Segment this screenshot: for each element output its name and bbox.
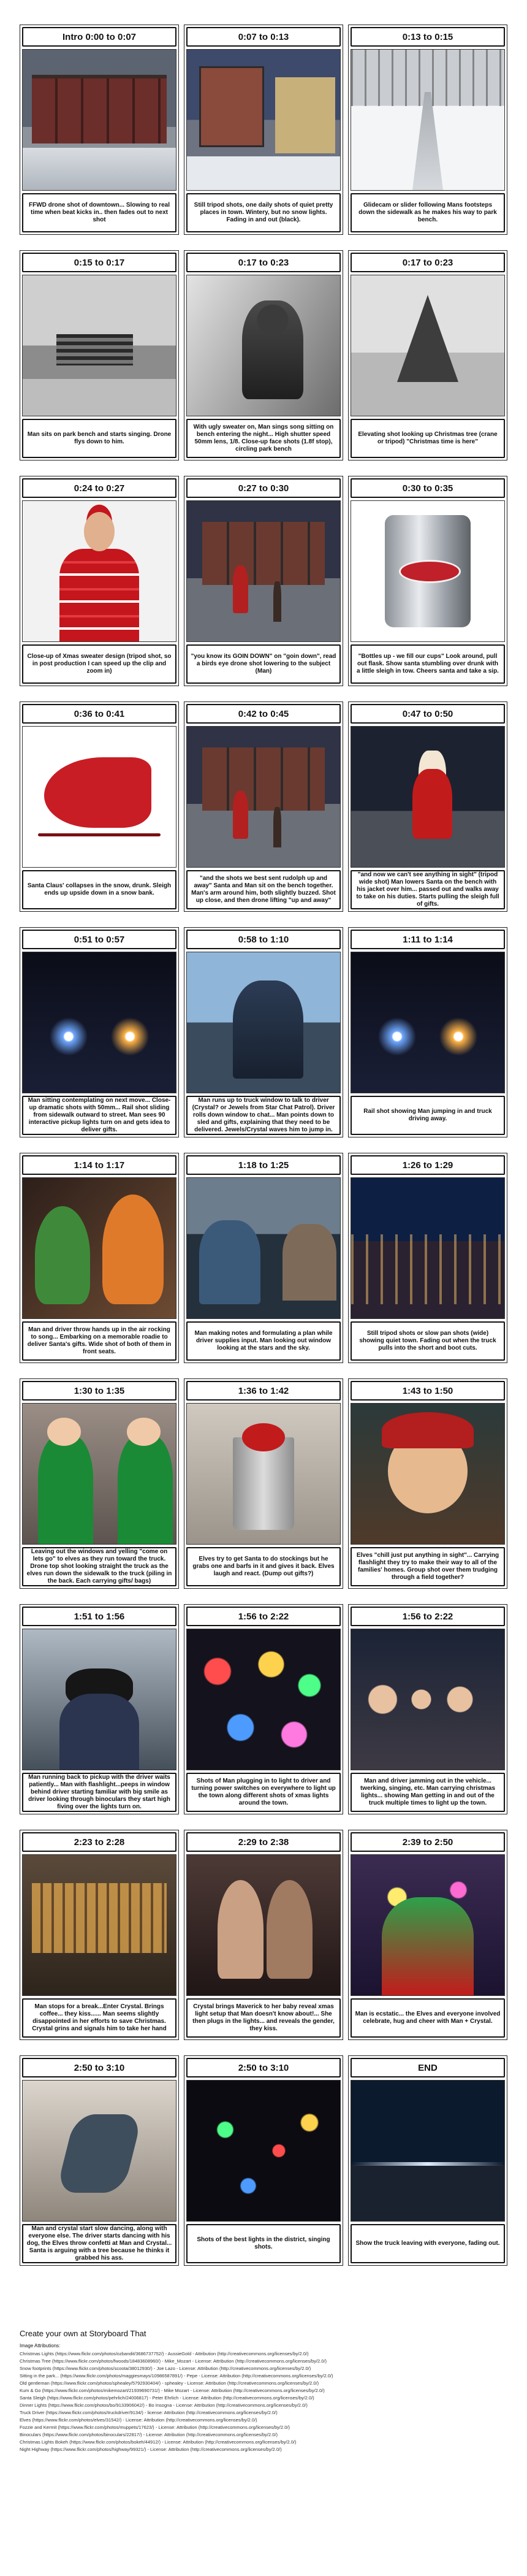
storyboard-grid (20, 25, 507, 2281)
cell-scene-image (22, 1403, 176, 1545)
storyboard-row (20, 2055, 507, 2266)
scene-illustration (23, 1178, 176, 1318)
storyboard-cell (20, 250, 179, 461)
cell-timecode: 1:56 to 2:22 (186, 1607, 341, 1626)
storyboard-cell (184, 701, 343, 912)
scene-illustration (351, 1629, 504, 1770)
cell-caption: With ugly sweater on, Man sings song sitting on bench entering the night... High shutter speed 50mm lens, 1/8. Close-up face shots (1.8f stop), circling park bench (186, 419, 341, 458)
storyboard-cell (184, 250, 343, 461)
cell-timecode: 0:42 to 0:45 (186, 704, 341, 724)
cell-timecode: 0:36 to 0:41 (22, 704, 176, 724)
cell-timecode: 1:26 to 1:29 (351, 1155, 505, 1175)
cell-timecode: 0:15 to 0:17 (22, 253, 176, 272)
storyboard-cell (20, 1378, 179, 1589)
cell-timecode: 2:50 to 3:10 (22, 2058, 176, 2077)
storyboard-cell (184, 1378, 343, 1589)
cell-timecode: 1:51 to 1:56 (22, 1607, 176, 1626)
attribution-line: Fozzie and Kermit (https://www.flickr.com/photos/muppets/17623/) - License: Attribution (http://creativecommons.org/licenses/by/2.0/) (20, 2425, 290, 2430)
scene-illustration (187, 50, 340, 190)
cell-timecode: 0:30 to 0:35 (351, 478, 505, 498)
scene-illustration (187, 275, 340, 416)
cell-caption: Elves try to get Santa to do stockings but he grabs one and barfs in it and gives it back. Elves laugh and react. (Dump out gifts?) (186, 1547, 341, 1586)
attribution-line: Kum & Go (https://www.flickr.com/photos/mikemozart/21939690731/) - Mike Mozart - License: Attribution (http://creativecommons.org/licenses/by/2.0/) (20, 2388, 325, 2393)
storyboard-cell (20, 701, 179, 912)
attribution-line: Santa Sleigh (https://www.flickr.com/photos/pehrlich/24006817) - Peter Ehrlich - License: Attribution (http://creativecommons.org/licenses/by/2.0/) (20, 2395, 314, 2401)
cell-caption: Man sitting contemplating on next move... Close-up dramatic shots with 50mm... Rail shot sliding from sidewalk outward to street. Man sees 90 interactive pickup lights turn on and gets idea to deliver gifts. (22, 1096, 176, 1135)
cell-caption: Shots of Man plugging in to light to driver and turning power switches on everywhere to light up the town along different shots of xmas lights around the town. (186, 1773, 341, 1812)
cell-caption: Man runs up to truck window to talk to driver (Crystal? or Jewels from Star Chat Patrol). Driver rolls down window to chat... Man points down to sled and gifts, explaining that they need to be delivered. Jewels/Crystal waves him to jump in. (186, 1096, 341, 1135)
cell-scene-image (351, 275, 505, 416)
cell-caption: "you know its GOIN DOWN" on "goin down", read a birds eye drone shot lowering to the subject (Man) (186, 644, 341, 684)
cell-caption: Elevating shot looking up Christmas tree (crane or tripod) "Christmas time is here" (351, 419, 505, 458)
cell-scene-image (351, 1629, 505, 1770)
scene-illustration (351, 2081, 504, 2221)
cell-caption: Man and crystal start slow dancing, along with everyone else. The driver starts dancing with his dog, the Elves throw confetti at Man and Crystal... Santa is arguing with a tree because he thinks it grabbed his ass. (22, 2224, 176, 2263)
scene-illustration (187, 1178, 340, 1318)
storyboard-row (20, 250, 507, 461)
cell-timecode: END (351, 2058, 505, 2077)
storyboard-cell (348, 701, 507, 912)
storyboard-cell (348, 25, 507, 235)
cell-timecode: 1:11 to 1:14 (351, 930, 505, 949)
cell-caption: Man and driver jamming out in the vehicle... twerking, singing, etc. Man carrying christmas lights... showing Man getting in and out of the truck multiple times to light up the town. (351, 1773, 505, 1812)
cell-timecode: 2:50 to 3:10 (186, 2058, 341, 2077)
cell-caption: Shots of the best lights in the district, singing shots. (186, 2224, 341, 2263)
storyboard-cell (348, 476, 507, 686)
scene-illustration (23, 1404, 176, 1544)
cell-scene-image (351, 1854, 505, 1996)
scene-illustration (187, 1855, 340, 1995)
scene-illustration (351, 50, 504, 190)
storyboard-cell (184, 1153, 343, 1363)
cell-scene-image (22, 1854, 176, 1996)
scene-illustration (187, 1629, 340, 1770)
cell-scene-image (351, 2080, 505, 2222)
cell-scene-image (186, 952, 341, 1093)
attributions-list (20, 2350, 507, 2453)
storyboard-cell (20, 1604, 179, 1814)
cell-caption: Still tripod shots or slow pan shots (wide) showing quiet town. Fading out when the truck pulls into the short and boot cuts. (351, 1321, 505, 1361)
cell-scene-image (186, 1629, 341, 1770)
storyboard-cell (20, 1830, 179, 2040)
storyboard-cell (348, 1604, 507, 1814)
scene-illustration (187, 1404, 340, 1544)
attribution-line: Binoculars (https://www.flickr.com/photos/binoculars/22817/) - License: Attribution (http://creativecommons.org/licenses/by/2.0/) (20, 2432, 278, 2437)
cell-scene-image (186, 2080, 341, 2222)
cell-timecode: 0:13 to 0:15 (351, 27, 505, 47)
scene-illustration (23, 501, 176, 641)
storyboard-cell (184, 1604, 343, 1814)
storyboard-row (20, 1604, 507, 1814)
cell-scene-image (22, 49, 176, 191)
cell-caption: Man sits on park bench and starts singing. Drone flys down to him. (22, 419, 176, 458)
scene-illustration (23, 50, 176, 190)
storyboard-cell (20, 25, 179, 235)
cell-scene-image (351, 1177, 505, 1319)
storyboard-row (20, 476, 507, 686)
cell-timecode: 1:43 to 1:50 (351, 1381, 505, 1401)
storyboard-cell (184, 2055, 343, 2266)
cell-caption: Rail shot showing Man jumping in and truck driving away. (351, 1096, 505, 1135)
attribution-line: Night Highway (https://www.flickr.com/photos/highway/99321/) - License: Attribution (http://creativecommons.org/licenses/by/2.0/) (20, 2447, 282, 2452)
scene-illustration (351, 1404, 504, 1544)
storyboard-cell (20, 2055, 179, 2266)
cell-caption: "and the shots we best sent rudolph up and away" Santa and Man sit on the bench together. Man's arm around him, both slightly buzzed. Shot up close, and then drone lifting "up and away" (186, 870, 341, 909)
cell-timecode: 0:17 to 0:23 (186, 253, 341, 272)
cell-scene-image (351, 49, 505, 191)
cell-caption: Crystal brings Maverick to her baby reveal xmas light setup that Man doesn't know about!... She then plugs in the lights... and reveals the gender, they kiss. (186, 1998, 341, 2038)
storyboard-cell (184, 25, 343, 235)
storyboard-cell (20, 927, 179, 1137)
attribution-line: Sitting in the park... (https://www.flickr.com/photos/maggiesmays/10986587891/) - Pepe - License: Attribution (http://creativecommons.org/licenses/by/2.0/) (20, 2373, 333, 2379)
cell-scene-image (22, 275, 176, 416)
cell-scene-image (351, 1403, 505, 1545)
cell-caption: Glidecam or slider following Mans footsteps down the sidewalk as he makes his way to park bench. (351, 193, 505, 232)
storyboard-cell (348, 250, 507, 461)
storyboard-row (20, 25, 507, 235)
scene-illustration (23, 952, 176, 1093)
storyboard-row (20, 1153, 507, 1363)
scene-illustration (187, 727, 340, 867)
cell-timecode: Intro 0:00 to 0:07 (22, 27, 176, 47)
cell-timecode: 2:29 to 2:38 (186, 1832, 341, 1852)
cell-timecode: 0:17 to 0:23 (351, 253, 505, 272)
attribution-line: Snow footprints (https://www.flickr.com/photos/scoota/38012930/) - Joe Lazo - License: Attribution (http://creativecommons.org/licenses/by/2.0/) (20, 2366, 311, 2371)
cell-timecode: 1:36 to 1:42 (186, 1381, 341, 1401)
storyboard-cell (184, 1830, 343, 2040)
cell-caption: Still tripod shots, one daily shots of quiet pretty places in town. Wintery, but no snow lights. Fading in and out (black). (186, 193, 341, 232)
cell-scene-image (351, 500, 505, 642)
cell-caption: Man stops for a break...Enter Crystal. Brings coffee... they kiss...... Man seems slightly disappointed in her efforts to save Christmas. Crystal grins and signals him to take her hand (22, 1998, 176, 2038)
cell-scene-image (186, 275, 341, 416)
cell-timecode: 0:47 to 0:50 (351, 704, 505, 724)
attribution-line: Christmas Tree (https://www.flickr.com/photos/fwoods/18483608960/) - Mike_Mozart - License: Attribution (http://creativecommons.org/licenses/by/2.0/) (20, 2358, 327, 2364)
cell-scene-image (22, 1177, 176, 1319)
scene-illustration (351, 1178, 504, 1318)
cell-scene-image (22, 726, 176, 868)
footer-heading[interactable]: Create your own at Storyboard That (20, 2329, 146, 2338)
storyboard-row (20, 1378, 507, 1589)
cell-timecode: 1:14 to 1:17 (22, 1155, 176, 1175)
storyboard-row (20, 1830, 507, 2040)
cell-timecode: 0:07 to 0:13 (186, 27, 341, 47)
cell-caption: Elves "chill just put anything in sight"... Carrying flashlight they try to make their way to all of the families' homes. Group shot over them trudging through a field together? (351, 1547, 505, 1586)
scene-illustration (351, 275, 504, 416)
cell-scene-image (351, 726, 505, 868)
scene-illustration (187, 501, 340, 641)
scene-illustration (187, 2081, 340, 2221)
scene-illustration (23, 1855, 176, 1995)
cell-caption: "and now we can't see anything in sight" (tripod wide shot) Man lowers Santa on the bench with his jacket over him... passed out and walks away to take on his duties. Starts pulling the sleigh full of gifts. (351, 870, 505, 909)
storyboard-row (20, 927, 507, 1137)
cell-scene-image (351, 952, 505, 1093)
attribution-line: Old gentleman (https://www.flickr.com/photos/sphealey/5792930404/) - sphealey - License: Attribution (http://creativecommons.org/licenses/by/2.0/) (20, 2380, 319, 2386)
cell-caption: Close-up of Xmas sweater design (tripod shot, so in post production I can speed up the clip and zoom in) (22, 644, 176, 684)
storyboard-cell (348, 927, 507, 1137)
cell-timecode: 2:39 to 2:50 (351, 1832, 505, 1852)
scene-illustration (351, 501, 504, 641)
cell-timecode: 0:24 to 0:27 (22, 478, 176, 498)
attribution-line: Dinner Lights (https://www.flickr.com/photos/bo/9133906042/) - Bo Insogna - License: Attribution (http://creativecommons.org/licenses/by/2.0/) (20, 2402, 308, 2408)
cell-scene-image (186, 500, 341, 642)
cell-scene-image (186, 1854, 341, 1996)
attribution-line: Christmas Lights (https://www.flickr.com/photos/ozbandit/3686737752/) - AussieGold - Attribution (http://creativecommons.org/licenses/by/2.0/) (20, 2351, 309, 2356)
storyboard-cell (184, 476, 343, 686)
scene-illustration (23, 727, 176, 867)
cell-timecode: 0:58 to 1:10 (186, 930, 341, 949)
scene-illustration (351, 727, 504, 867)
storyboard-cell (20, 476, 179, 686)
attributions-title: Image Attributions: (20, 2343, 61, 2349)
storyboard-cell (348, 2055, 507, 2266)
cell-caption: Man and driver throw hands up in the air rocking to song... Embarking on a memorable roadie to deliver Santa's gifts. Wide shot of both of them in front seats. (22, 1321, 176, 1361)
cell-caption: Santa Claus' collapses in the snow, drunk. Sleigh ends up upside down in a snow bank. (22, 870, 176, 909)
cell-caption: FFWD drone shot of downtown... Slowing to real time when beat kicks in.. then fades out to next shot (22, 193, 176, 232)
scene-illustration (351, 952, 504, 1093)
storyboard-cell (20, 1153, 179, 1363)
attribution-line: Truck Driver (https://www.flickr.com/photos/truckdriver/9134/) - license: Attribution (http://creativecommons.org/licenses/by/2.0/) (20, 2410, 278, 2415)
attribution-line: Christmas Lights Bokeh (https://www.flickr.com/photos/bokeh/44912/) - License: Attribution (http://creativecommons.org/licenses/by/2.0/) (20, 2439, 297, 2445)
cell-caption: Leaving out the windows and yelling "come on lets go" to elves as they run toward the truck. Drone top shot looking straight the truck as the elves run down the sidewalk to the truck (piling in the back. Each carrying gifts/ bags) (22, 1547, 176, 1586)
cell-timecode: 1:18 to 1:25 (186, 1155, 341, 1175)
cell-scene-image (186, 1177, 341, 1319)
cell-caption: Show the truck leaving with everyone, fading out. (351, 2224, 505, 2263)
cell-scene-image (22, 952, 176, 1093)
cell-caption: Man is ecstatic... the Elves and everyone involved celebrate, hug and cheer with Man + Crystal. (351, 1998, 505, 2038)
scene-illustration (23, 275, 176, 416)
cell-scene-image (22, 1629, 176, 1770)
scene-illustration (23, 1629, 176, 1770)
cell-timecode: 0:27 to 0:30 (186, 478, 341, 498)
scene-illustration (23, 2081, 176, 2221)
storyboard-cell (348, 1378, 507, 1589)
storyboard-cell (348, 1153, 507, 1363)
footer (20, 2329, 507, 2453)
cell-caption: Man making notes and formulating a plan while driver supplies input. Man looking out window looking at the stars and the sky. (186, 1321, 341, 1361)
cell-timecode: 1:30 to 1:35 (22, 1381, 176, 1401)
cell-caption: "Bottles up - we fill our cups" Look around, pull out flask. Show santa stumbling over drunk with a little sleigh in tow. Cheers santa and take a sip. (351, 644, 505, 684)
cell-timecode: 0:51 to 0:57 (22, 930, 176, 949)
cell-timecode: 2:23 to 2:28 (22, 1832, 176, 1852)
cell-scene-image (186, 726, 341, 868)
cell-scene-image (186, 49, 341, 191)
cell-timecode: 1:56 to 2:22 (351, 1607, 505, 1626)
cell-scene-image (186, 1403, 341, 1545)
cell-caption: Man running back to pickup with the driver waits patiently... Man with flashlight...peeps in window behind driver starting familiar with big smile as driver looking through binoculars they start high fiving over the lights turn on. (22, 1773, 176, 1812)
attribution-line: Elves (https://www.flickr.com/photos/elves/31542/) - License: Attribution (http://creativecommons.org/licenses/by/2.0/) (20, 2417, 257, 2423)
storyboard-row (20, 701, 507, 912)
cell-scene-image (22, 2080, 176, 2222)
scene-illustration (187, 952, 340, 1093)
storyboard-cell (348, 1830, 507, 2040)
cell-scene-image (22, 500, 176, 642)
scene-illustration (351, 1855, 504, 1995)
storyboard-cell (184, 927, 343, 1137)
